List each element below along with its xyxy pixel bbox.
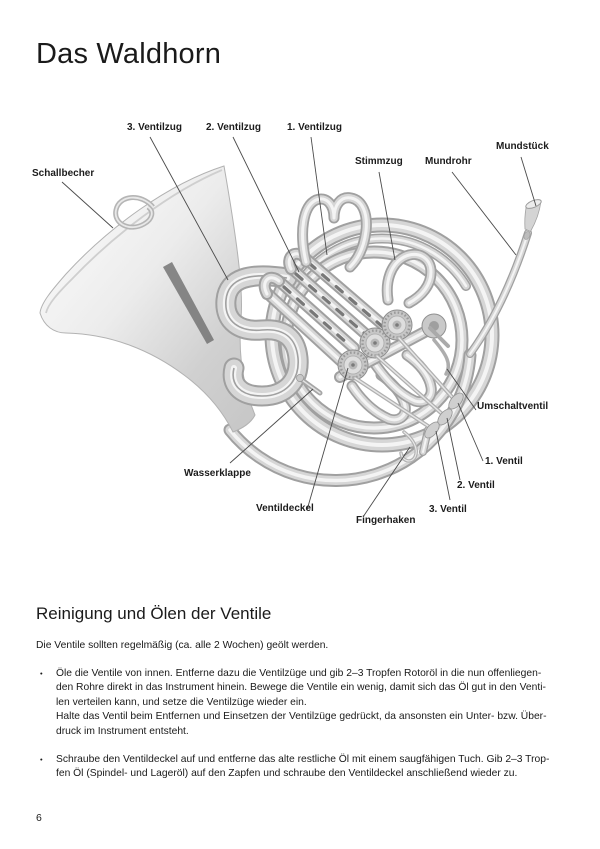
label-stimmzug: Stimmzug xyxy=(355,156,403,167)
leader-ventilzug-2 xyxy=(233,137,299,272)
horn-valve-rotor-1 xyxy=(382,310,412,340)
label-ventildeckel: Ventildeckel xyxy=(256,503,314,514)
body-line: den Rohre direkt in das Instrument hinein. Bewege die Ventile ein wenig, damit sich das Öl gut in den Venti- xyxy=(56,682,546,694)
bullet-text xyxy=(56,667,586,739)
section-heading: Reinigung und Ölen der Ventile xyxy=(36,604,272,623)
leader-mundrohr xyxy=(452,172,516,255)
body-line: druck im Instrument entsteht. xyxy=(56,725,189,737)
leader-ventil-3 xyxy=(436,431,450,500)
bullet-marker: • xyxy=(40,755,43,764)
label-ventilzug-2: 2. Ventilzug xyxy=(206,122,262,133)
horn-mouthpiece xyxy=(523,198,543,241)
body-line: fen Öl (Spindel- und Lageröl) auf den Zapfen und schraube den Ventildeckel anschließend wieder zu. xyxy=(56,768,518,780)
label-ventil-3: 3. Ventil xyxy=(429,504,467,515)
leader-mundstueck xyxy=(521,157,536,206)
body-line: Halte das Ventil beim Entfernen und Einsetzen der Ventilzüge gedrückt, da ansonsten ein Unter- bzw. Über- xyxy=(56,711,547,723)
bullet-marker: • xyxy=(40,669,43,678)
label-mundstueck: Mundstück xyxy=(496,141,549,152)
horn-figure xyxy=(0,100,600,570)
label-ventil-1: 1. Ventil xyxy=(485,456,523,467)
leader-schallbecher xyxy=(62,182,113,228)
label-ventil-2: 2. Ventil xyxy=(457,480,495,491)
label-umschaltventil: Umschaltventil xyxy=(477,401,549,412)
label-wasserklappe: Wasserklappe xyxy=(184,468,251,479)
label-ventilzug-1: 1. Ventilzug xyxy=(287,122,343,133)
label-schallbecher: Schallbecher xyxy=(32,168,95,179)
body-line: Schraube den Ventildeckel auf und entferne das alte restliche Öl mit einem saugfähigen Tuch. Gib 2–3 Trop- xyxy=(56,754,550,765)
label-fingerhaken: Fingerhaken xyxy=(356,515,416,526)
body-line: len verteilen kann, und setze die Ventilzüge wieder ein. xyxy=(56,696,307,708)
body-line: Öle die Ventile von innen. Entferne dazu die Ventilzüge und gib 2–3 Tropfen Rotoröl in die nun offenliegen- xyxy=(56,668,542,679)
label-mundrohr: Mundrohr xyxy=(425,156,472,167)
bullet-text xyxy=(56,753,586,782)
horn-valve-rotor-3 xyxy=(338,350,368,380)
page-title: Das Waldhorn xyxy=(36,38,222,70)
section-intro: Die Ventile sollten regelmäßig (ca. alle 2 Wochen) geölt werden. xyxy=(36,640,329,651)
label-ventilzug-3: 3. Ventilzug xyxy=(127,122,183,133)
page-number: 6 xyxy=(36,812,42,824)
